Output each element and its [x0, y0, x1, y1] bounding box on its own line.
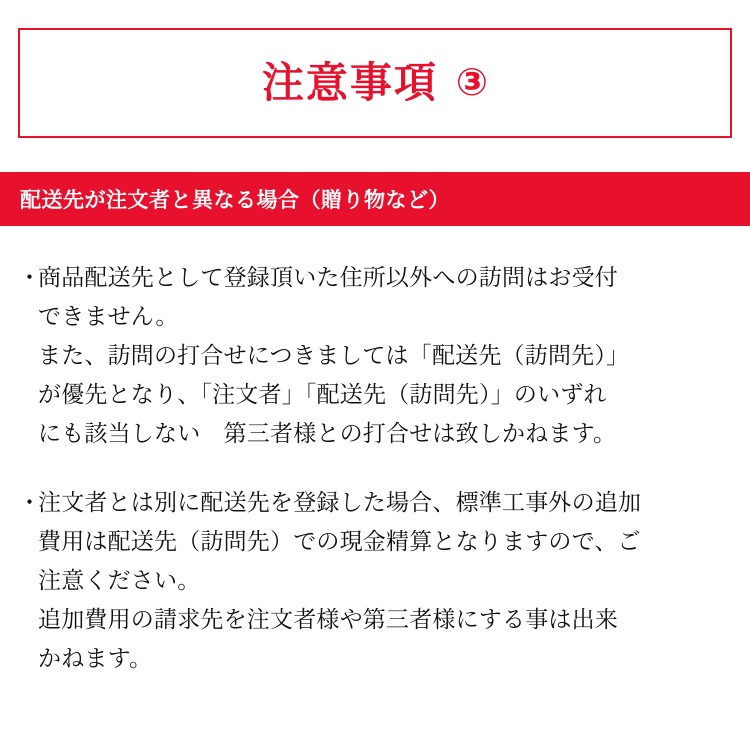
- list-item: [18, 483, 734, 678]
- list-item-text: [38, 483, 734, 678]
- text-line: 注意ください。: [38, 567, 201, 593]
- list-item: [18, 258, 734, 453]
- notice-body: [18, 258, 734, 708]
- text-line: にも該当しない 第三者様との打合せは致しかねます。: [38, 420, 617, 446]
- list-item-text: [38, 258, 734, 453]
- page-title-number: ③: [455, 62, 489, 104]
- text-line: 注文者とは別に配送先を登録した場合、標準工事外の追加: [38, 489, 642, 515]
- text-line: また、訪問の打合せにつきましては「配送先（訪問先）」: [38, 342, 630, 368]
- section-heading-band: [0, 172, 750, 226]
- page-title-box: [18, 28, 732, 138]
- text-line: できません。: [38, 303, 179, 329]
- text-line: 費用は配送先（訪問先）での現金精算となりますので、ご: [38, 528, 641, 554]
- bullet-marker-icon: ・: [18, 489, 41, 515]
- text-line: かねます。: [38, 645, 153, 671]
- bullet-marker-icon: ・: [18, 264, 41, 290]
- text-line: 商品配送先として登録頂いた住所以外への訪問はお受付: [38, 264, 618, 290]
- page-title: 注意事項: [261, 59, 438, 106]
- text-line: 追加費用の請求先を注文者様や第三者様にする事は出来: [38, 606, 618, 632]
- text-line: が優先となり、「注文者」「配送先（訪問先）」のいずれ: [38, 381, 607, 407]
- section-heading-label: 配送先が注文者と異なる場合（贈り物など）: [20, 189, 450, 212]
